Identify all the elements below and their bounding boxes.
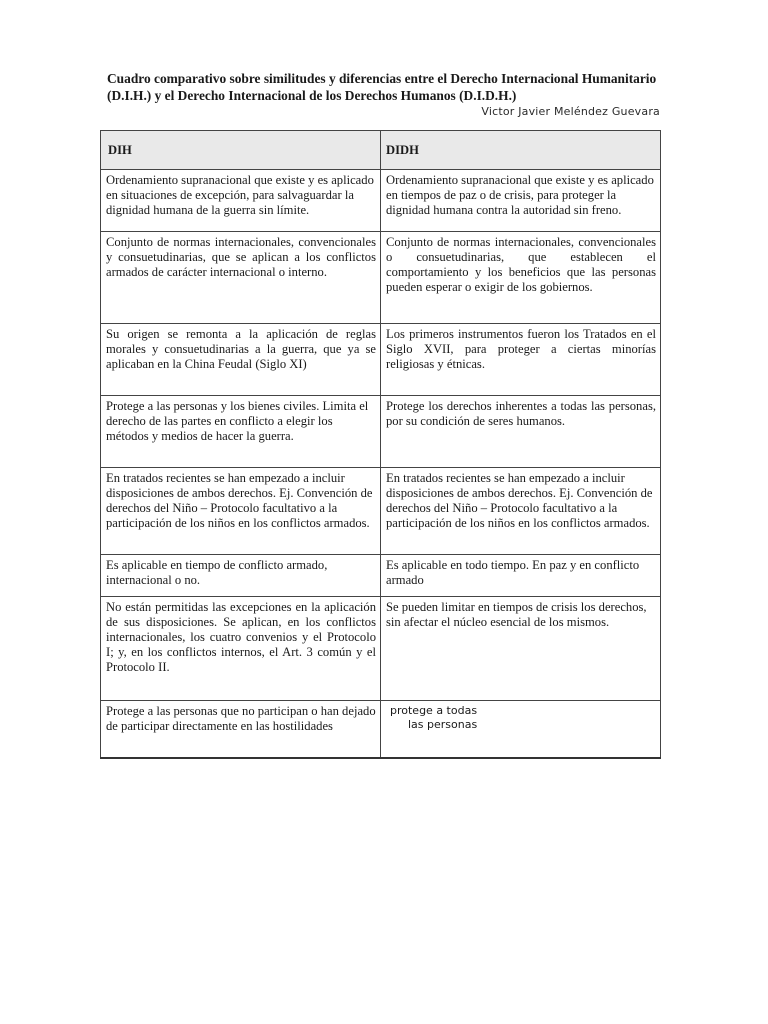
document-title: Cuadro comparativo sobre similitudes y diferencias entre el Derecho Internacional Humanitario (D.I.H.) y el Derecho Internacional de los Derechos Humanos (D.I.D.H.): [107, 71, 657, 103]
cell-didh: Es aplicable en todo tiempo. En paz y en conflicto armado: [381, 555, 661, 597]
cell-didh: Los primeros instrumentos fueron los Tratados en el Siglo XVII, para proteger a ciertas minorías religiosas y étnicas.: [381, 324, 661, 396]
table-row: [101, 555, 661, 597]
table-row: [101, 468, 661, 555]
cell-dih: Su origen se remonta a la aplicación de reglas morales y consuetudinarias a la guerra, que ya se aplicaban en la China Feudal (Siglo XI): [101, 324, 381, 396]
cell-dih: Protege a las personas y los bienes civiles. Limita el derecho de las partes en conflicto a elegir los métodos y medios de hacer la guerra.: [101, 396, 381, 468]
table-row: [101, 701, 661, 759]
header-didh: DIDH: [381, 131, 661, 170]
author-name: Victor Javier Meléndez Guevara: [481, 105, 660, 118]
cell-didh: Conjunto de normas internacionales, convencionales o consuetudinarias, que establecen el comportamiento y los beneficios que las personas pueden esperar o exigir de los gobiernos.: [381, 232, 661, 324]
cell-dih: En tratados recientes se han empezado a incluir disposiciones de ambos derechos. Ej. Convención de derechos del Niño – Protocolo facultativo a la participación de los niños en los conflictos armados.: [101, 468, 381, 555]
cell-dih: Protege a las personas que no participan o han dejado de participar directamente en las hostilidades: [101, 701, 381, 759]
cell-didh-line-2: las personas: [408, 718, 478, 731]
table-row: [101, 597, 661, 701]
table-row: [101, 324, 661, 396]
cell-didh-line-1: protege a todas: [390, 704, 478, 717]
header-dih: DIH: [101, 131, 381, 170]
table-row: [101, 232, 661, 324]
cell-didh: Ordenamiento supranacional que existe y es aplicado en tiempos de paz o de crisis, para proteger la dignidad humana contra la autoridad sin freno.: [381, 170, 661, 232]
cell-didh: [381, 701, 661, 759]
cell-dih: Es aplicable en tiempo de conflicto armado, internacional o no.: [101, 555, 381, 597]
cell-dih: Ordenamiento supranacional que existe y es aplicado en situaciones de excepción, para salvaguardar la dignidad humana de la guerra sin límite.: [101, 170, 381, 232]
comparison-table: [100, 130, 661, 759]
cell-didh: En tratados recientes se han empezado a incluir disposiciones de ambos derechos. Ej. Convención de derechos del Niño – Protocolo facultativo a la participación de los niños en los conflictos armados.: [381, 468, 661, 555]
table-row: [101, 396, 661, 468]
cell-dih: Conjunto de normas internacionales, convencionales y consuetudinarias, que se aplican a los conflictos armados de carácter internacional o interno.: [101, 232, 381, 324]
table-row: [101, 170, 661, 232]
cell-didh: Se pueden limitar en tiempos de crisis los derechos, sin afectar el núcleo esencial de los mismos.: [381, 597, 661, 701]
table-header-row: [101, 131, 661, 170]
cell-didh: Protege los derechos inherentes a todas las personas, por su condición de seres humanos.: [381, 396, 661, 468]
cell-dih: No están permitidas las excepciones en la aplicación de sus disposiciones. Se aplican, en los conflictos internacionales, los cuatro convenios y el Protocolo I; y, en los conflictos internos, el Art. 3 común y el Protocolo II.: [101, 597, 381, 701]
